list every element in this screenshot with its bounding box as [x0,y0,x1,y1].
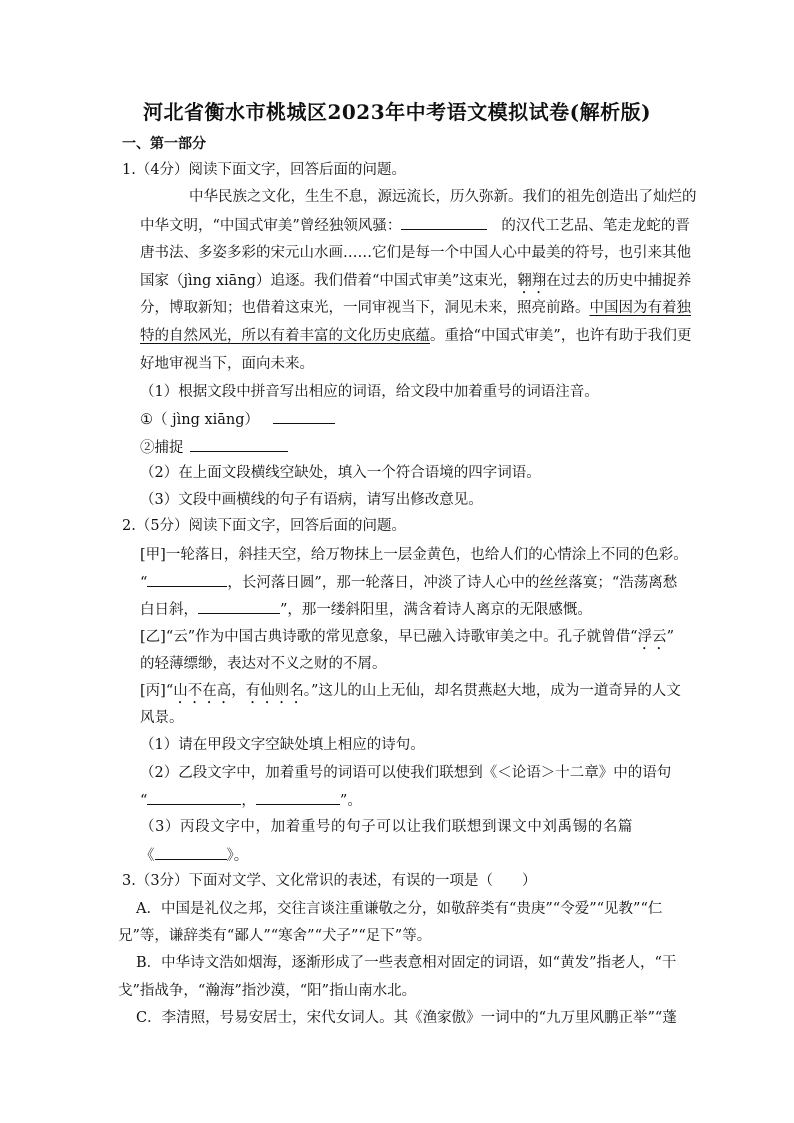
q1-passage-line: 中华文明，“中国式审美”曾经独领风骚： 的汉代工艺品、笔走龙蛇的晋 [140,215,690,236]
q3-option-a-cont: 兄”等，谦辞类有“鄙人”“寒舍”“犬子”“足下”等。 [118,928,432,944]
q2-passage-line: “ ，长河落日圆”，那一轮落日，冲淡了诗人心中的丝丝落寞；“浩荡离愁 [140,572,677,593]
q2-poem-blank[interactable] [198,599,280,614]
section-heading: 一、第一部分 [122,136,206,152]
q2-answer-blank[interactable] [147,790,241,805]
q3-stem: 3.（3分）下面对文学、文化常识的表述，有误的一项是（ ） [122,873,537,889]
q2-emphasized-word: 浮云 [637,629,667,645]
q2-answer-blank[interactable] [155,845,227,860]
q3-option-c: C．李清照，号易安居士，宋代女词人。其《渔家傲》一词中的“九万里风鹏正举”“蓬 [136,1010,677,1026]
q1-subquestion: （2）在上面文段横线空缺处，填入一个符合语境的四字词语。 [140,465,541,481]
q1-idiom-blank[interactable] [401,215,487,230]
q1-passage-line: 分，博取新知；也借着这束光，一同审视当下，洞见未来，照亮前路。中国因为有着独 [140,300,691,316]
q2-subquestion: （2）乙段文字中，加着重号的词语可以使我们联想到《＜论语＞十二章》中的语句 [140,765,672,781]
q2-passage-line: [乙]“云”作为中国古典诗歌的常见意象，早已融入诗歌审美之中。孔子就曾借“浮云” [140,629,674,645]
q2-passage-line: 的轻薄缥缈，表达对不义之财的不屑。 [140,656,387,672]
q2-poem-blank[interactable] [147,572,227,587]
q1-stem: 1.（4分）阅读下面文字，回答后面的问题。 [122,162,407,178]
q1-passage-line: 唐书法、多姿多彩的宋元山水画……它们是每一个中国人心中最美的符号，也引来其他 [140,245,691,261]
q2-passage-line: [丙]“山不在高，有仙则名。”这儿的山上无仙，却名贯燕赵大地，成为一道奇异的人文 [140,683,681,699]
q1-subquestion: （3）文段中画横线的句子有语病，请写出修改意见。 [140,492,483,508]
q1-emphasized-word: 翱翔 [517,273,547,289]
document-title: 河北省衡水市桃城区2023年中考语文模拟试卷(解析版) [142,100,652,124]
q1-subquestion: （1）根据文段中拼音写出相应的词语，给文段中加着重号的词语注音。 [140,384,599,400]
q2-passage-line: 白日斜， ”，那一缕斜阳里，满含着诗人离京的无限感慨。 [140,599,592,620]
q3-option-b: B．中华诗文浩如烟海，逐渐形成了一些表意相对固定的词语，如“黄发”指老人，“干 [136,955,677,971]
q2-stem: 2.（5分）阅读下面文字，回答后面的问题。 [122,518,407,534]
q1-passage-line: 特的自然风光，所以有着丰富的文化历史底蕴。重拾“中国式审美”，也许有助于我们更 [140,328,692,344]
q3-option-a: A．中国是礼仪之邦，交往言谈注重谦敬之分，如敬辞类有“贵庚”“令爱”“见教”“仁 [136,901,663,917]
q1-passage-line: 中华民族之文化，生生不息，源远流长，历久弥新。我们的祖先创造出了灿烂的 [189,189,697,205]
q2-passage-line: 风景。 [140,710,184,726]
q2-passage-line: [甲]一轮落日，斜挂天空，给万物抹上一层金黄色，也给人们的心情涂上不同的色彩。 [140,547,688,563]
q1-answer-blank[interactable] [273,409,335,424]
q1-underlined-sentence: 中国因为有着独 [589,300,691,316]
q3-option-b-cont: 戈”指战争，“瀚海”指沙漠，“阳”指山南水北。 [118,983,417,999]
q2-answer-blank[interactable] [256,790,340,805]
q1-passage-line: 好地审视当下，面向未来。 [140,356,314,372]
q1-subquestion-item: ①（ jìng xiāng） [140,409,335,430]
q2-subquestion: （1）请在甲段文字空缺处填上相应的诗句。 [140,737,425,753]
q2-emphasized-sentence: 山不在高，有仙则名 [173,683,304,699]
q2-subquestion-blanks: 《 》。 [140,845,248,866]
q1-subquestion-item: ②捕捉 [140,437,288,458]
q2-subquestion: （3）丙段文字中，加着重号的句子可以让我们联想到课文中刘禹锡的名篇 [140,819,634,835]
q2-subquestion-blanks: “ ， ”。 [140,790,362,811]
q1-underlined-sentence: 特的自然风光，所以有着丰富的文化历史底蕴 [140,328,430,344]
q1-passage-line: 国家（jìng xiāng）追逐。我们借着“中国式审美”这束光，翱翔在过去的历史中捕捉养 [140,273,692,289]
q1-answer-blank[interactable] [190,437,288,452]
